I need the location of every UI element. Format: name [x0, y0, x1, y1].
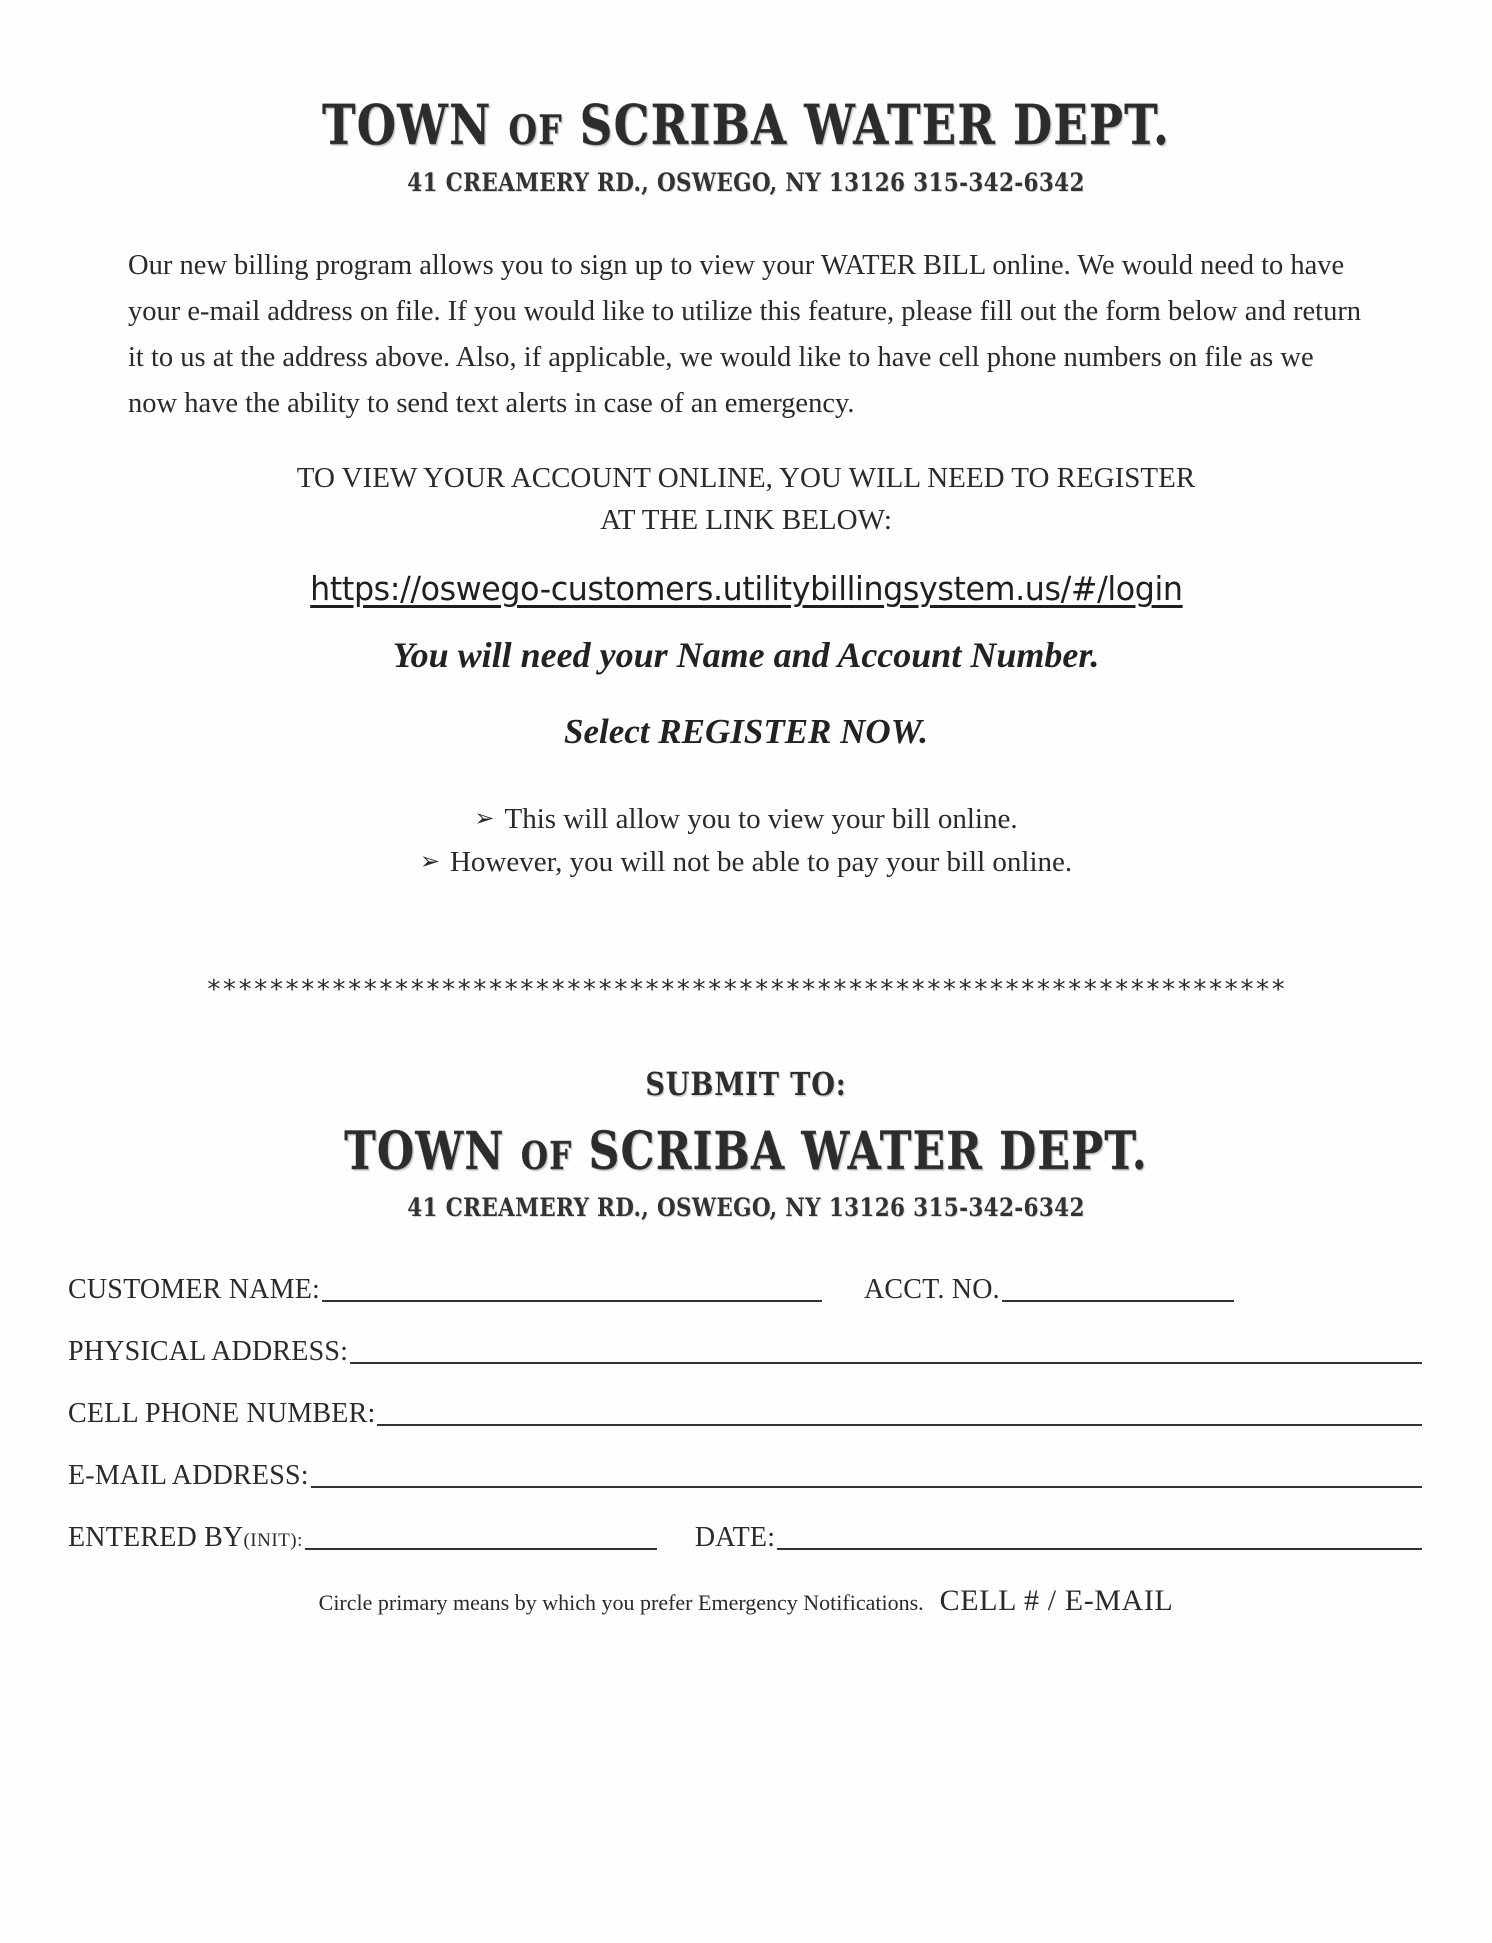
register-heading-line-1: TO VIEW YOUR ACCOUNT ONLINE, YOU WILL NEED TO REGISTER: [296, 462, 1196, 495]
form-row-email: [68, 1460, 1424, 1492]
submit-title-of: OF: [520, 1132, 573, 1178]
arrow-bullet-icon: ➢: [419, 846, 440, 875]
letterhead-title-town: TOWN: [321, 92, 492, 157]
form-row-cell-phone: [68, 1398, 1424, 1430]
register-heading-line-2: AT THE LINK BELOW:: [600, 504, 892, 537]
list-item: [0, 798, 1492, 840]
footer-note: [68, 1584, 1424, 1618]
entered-by-init-suffix: (INIT):: [243, 1530, 303, 1552]
submit-title: [134, 1120, 1357, 1182]
email-label: E-MAIL ADDRESS:: [68, 1460, 309, 1492]
register-heading: [120, 457, 1372, 541]
entered-by-input[interactable]: [305, 1523, 657, 1550]
letterhead-title-rest: SCRIBA WATER DEPT.: [579, 92, 1171, 157]
cell-phone-label: CELL PHONE NUMBER:: [68, 1398, 376, 1430]
footer-note-text: Circle primary means by which you prefer Emergency Notifications.: [318, 1590, 924, 1616]
submit-address: 41 CREAMERY RD., OSWEGO, NY 13126 315-342-6342: [407, 1193, 1085, 1223]
list-item: [0, 841, 1492, 883]
entered-by-label: [68, 1522, 303, 1554]
email-input[interactable]: [311, 1461, 1422, 1488]
signup-form: [68, 1274, 1424, 1554]
letterhead-title: [134, 92, 1357, 157]
date-label: DATE:: [694, 1522, 776, 1554]
register-url-link[interactable]: https://oswego-customers.utilitybillingsystem.us/#/login: [309, 569, 1183, 609]
acct-no-input[interactable]: [1002, 1275, 1234, 1302]
bullet-text: This will allow you to view your bill online.: [504, 803, 1018, 836]
letterhead-address: 41 CREAMERY RD., OSWEGO, NY 13126 315-342-6342: [407, 167, 1085, 197]
customer-name-label: CUSTOMER NAME:: [68, 1274, 320, 1306]
acct-no-label: ACCT. NO.: [863, 1274, 1000, 1306]
customer-name-input[interactable]: [322, 1275, 822, 1302]
bullet-text: However, you will not be able to pay your bill online.: [449, 845, 1073, 878]
physical-address-input[interactable]: [350, 1337, 1422, 1364]
bullet-list: [0, 798, 1492, 882]
callout-select-register-now: Select REGISTER NOW.: [564, 712, 928, 752]
form-row-entered-by: [68, 1522, 1424, 1554]
asterisk-divider: *********************************************************************: [205, 974, 1287, 1005]
callout-need-name-account: You will need your Name and Account Number.: [392, 635, 1100, 676]
submit-to-label: SUBMIT TO:: [645, 1064, 847, 1103]
date-input[interactable]: [777, 1523, 1422, 1550]
letterhead-title-of: OF: [508, 107, 563, 154]
intro-paragraph: Our new billing program allows you to sign up to view your WATER BILL online. We would need to have your e-mail address on file. If you would like to utilize this feature, please fill out the form below and return it to us at the address above. Also, if applicable, we would like to have cell phone numbers on file as we now have the ability to send text alerts in case of an emergency.: [128, 249, 1362, 420]
emergency-notification-choices[interactable]: CELL # / E-MAIL: [939, 1584, 1174, 1618]
cell-phone-input[interactable]: [377, 1399, 1422, 1426]
arrow-bullet-icon: ➢: [474, 804, 495, 833]
submit-title-town: TOWN: [344, 1120, 505, 1182]
submit-title-rest: SCRIBA WATER DEPT.: [588, 1120, 1148, 1182]
register-url-container: [0, 569, 1492, 608]
form-row-physical-address: [68, 1336, 1424, 1368]
physical-address-label: PHYSICAL ADDRESS:: [68, 1336, 349, 1368]
form-row-customer-name: [68, 1274, 1424, 1306]
entered-by-label-main: ENTERED BY: [68, 1522, 244, 1554]
